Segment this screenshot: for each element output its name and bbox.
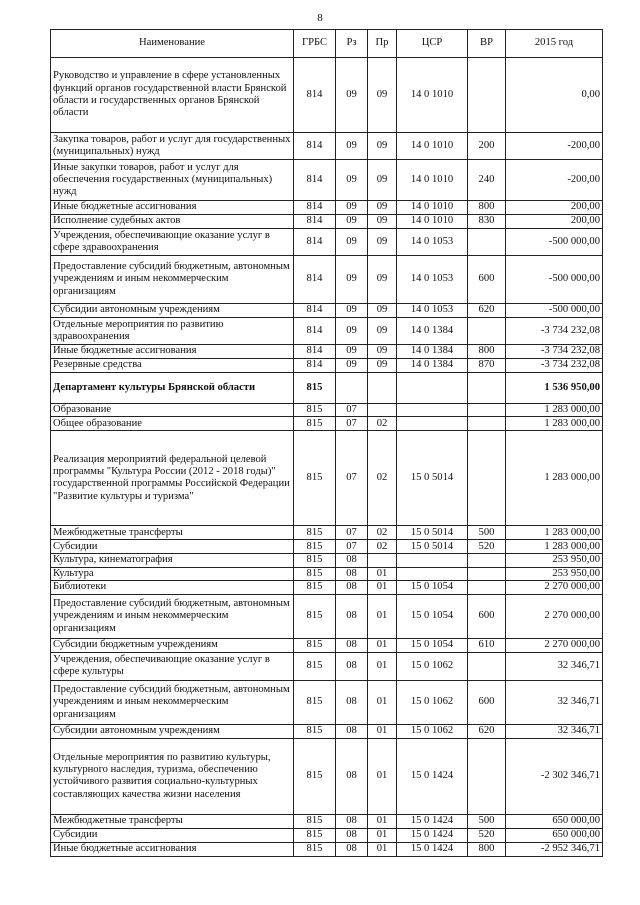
cell-rz: 09 [336,215,368,229]
cell-pr: 01 [368,738,397,814]
cell-csr: 14 0 1010 [397,133,468,160]
cell-amount: -500 000,00 [506,256,603,304]
cell-name: Иные закупки товаров, работ и услуг для обеспечения государственных (муниципальных) нужд [51,160,294,201]
cell-csr: 14 0 1053 [397,229,468,256]
cell-grbs: 814 [294,256,336,304]
cell-csr: 15 0 1424 [397,842,468,856]
cell-vr: 600 [468,680,506,724]
table-row [51,133,603,160]
cell-rz: 08 [336,580,368,594]
cell-vr: 500 [468,526,506,540]
cell-rz: 09 [336,160,368,201]
cell-grbs: 815 [294,738,336,814]
table-row [51,345,603,359]
cell-rz: 08 [336,724,368,738]
cell-name: Субсидии [51,540,294,554]
col-header-grbs: ГРБС [294,30,336,58]
cell-amount: 32 346,71 [506,652,603,680]
cell-vr [468,431,506,526]
cell-csr [397,554,468,567]
budget-table [50,29,603,857]
cell-rz: 09 [336,359,368,373]
cell-pr: 01 [368,652,397,680]
cell-pr: 09 [368,201,397,215]
table-row [51,554,603,567]
cell-csr: 15 0 1424 [397,814,468,828]
cell-rz [336,373,368,404]
cell-rz: 08 [336,638,368,652]
cell-name: Иные бюджетные ассигнования [51,201,294,215]
cell-csr: 15 0 1062 [397,680,468,724]
cell-name: Предоставление субсидий бюджетным, автономным учреждениям и иным некоммерческим организациям [51,256,294,304]
table-row [51,580,603,594]
cell-amount: 650 000,00 [506,814,603,828]
cell-name: Реализация мероприятий федеральной целевой программы "Культура России (2012 - 2018 годы)" государственной программы Российской Федерации "Развитие культуры и туризма" [51,431,294,526]
cell-name: Субсидии бюджетным учреждениям [51,638,294,652]
cell-csr: 14 0 1384 [397,359,468,373]
cell-pr: 09 [368,58,397,133]
cell-vr: 800 [468,842,506,856]
cell-vr: 520 [468,828,506,842]
cell-rz: 08 [336,567,368,580]
cell-amount: 1 283 000,00 [506,404,603,417]
cell-pr [368,373,397,404]
cell-amount: 650 000,00 [506,828,603,842]
cell-grbs: 815 [294,404,336,417]
cell-amount: 1 536 950,00 [506,373,603,404]
table-row [51,215,603,229]
cell-rz: 08 [336,842,368,856]
cell-csr: 15 0 1054 [397,638,468,652]
cell-amount: 253 950,00 [506,567,603,580]
cell-vr: 830 [468,215,506,229]
cell-csr: 14 0 1053 [397,304,468,318]
cell-rz: 09 [336,229,368,256]
cell-rz: 07 [336,431,368,526]
cell-vr: 520 [468,540,506,554]
cell-amount: 1 283 000,00 [506,431,603,526]
cell-pr: 01 [368,814,397,828]
page-number: 8 [317,12,323,24]
cell-amount: -3 734 232,08 [506,318,603,345]
cell-csr: 15 0 1062 [397,652,468,680]
cell-amount: -3 734 232,08 [506,345,603,359]
cell-rz: 08 [336,554,368,567]
cell-amount: -500 000,00 [506,229,603,256]
cell-csr: 14 0 1384 [397,345,468,359]
table-row [51,724,603,738]
cell-vr: 600 [468,594,506,638]
cell-rz: 07 [336,417,368,431]
cell-grbs: 815 [294,842,336,856]
cell-grbs: 815 [294,652,336,680]
table-row [51,404,603,417]
cell-vr [468,738,506,814]
cell-vr: 600 [468,256,506,304]
cell-pr [368,554,397,567]
cell-name: Отдельные мероприятия по развитию здравоохранения [51,318,294,345]
table-row [51,304,603,318]
table-header-row [51,30,603,58]
cell-pr: 09 [368,359,397,373]
cell-csr: 15 0 5014 [397,526,468,540]
cell-vr: 870 [468,359,506,373]
table-row [51,58,603,133]
cell-name: Департамент культуры Брянской области [51,373,294,404]
cell-vr [468,404,506,417]
cell-rz: 07 [336,404,368,417]
cell-amount: 0,00 [506,58,603,133]
cell-rz: 08 [336,814,368,828]
col-header-rz: Рз [336,30,368,58]
cell-rz: 09 [336,256,368,304]
cell-amount: 32 346,71 [506,680,603,724]
cell-vr: 240 [468,160,506,201]
cell-rz: 08 [336,738,368,814]
cell-name: Предоставление субсидий бюджетным, автономным учреждениям и иным некоммерческим организациям [51,680,294,724]
cell-grbs: 815 [294,580,336,594]
cell-rz: 07 [336,540,368,554]
cell-grbs: 814 [294,345,336,359]
table-row [51,160,603,201]
cell-name: Исполнение судебных актов [51,215,294,229]
cell-csr: 15 0 1054 [397,580,468,594]
cell-vr [468,554,506,567]
cell-csr: 14 0 1010 [397,160,468,201]
table-row [51,814,603,828]
cell-grbs: 815 [294,814,336,828]
table-row [51,638,603,652]
cell-name: Учреждения, обеспечивающие оказание услуг в сфере культуры [51,652,294,680]
cell-amount: -200,00 [506,133,603,160]
cell-name: Общее образование [51,417,294,431]
cell-name: Резервные средства [51,359,294,373]
cell-pr: 02 [368,526,397,540]
cell-vr: 610 [468,638,506,652]
table-row [51,652,603,680]
cell-csr [397,567,468,580]
table-row [51,594,603,638]
cell-pr: 09 [368,256,397,304]
cell-vr: 620 [468,304,506,318]
cell-vr: 800 [468,201,506,215]
cell-rz: 07 [336,526,368,540]
cell-csr [397,373,468,404]
cell-pr: 01 [368,680,397,724]
cell-name: Отдельные мероприятия по развитию культуры, культурного наследия, туризма, обеспечению устойчивого развития социально-культурных составляющих качества жизни населения [51,738,294,814]
table-row [51,229,603,256]
cell-name: Субсидии автономным учреждениям [51,304,294,318]
table-row [51,567,603,580]
cell-amount: -500 000,00 [506,304,603,318]
table-row [51,680,603,724]
cell-pr: 01 [368,638,397,652]
cell-amount: -2 302 346,71 [506,738,603,814]
table-row [51,738,603,814]
cell-rz: 09 [336,318,368,345]
cell-amount: -2 952 346,71 [506,842,603,856]
cell-amount: 32 346,71 [506,724,603,738]
cell-pr: 01 [368,724,397,738]
cell-grbs: 814 [294,201,336,215]
cell-pr: 02 [368,417,397,431]
cell-grbs: 815 [294,526,336,540]
cell-name: Предоставление субсидий бюджетным, автономным учреждениям и иным некоммерческим организациям [51,594,294,638]
cell-vr [468,580,506,594]
cell-grbs: 815 [294,567,336,580]
cell-pr: 01 [368,580,397,594]
cell-name: Субсидии [51,828,294,842]
cell-grbs: 814 [294,229,336,256]
cell-name: Культура [51,567,294,580]
cell-vr [468,58,506,133]
cell-amount: 1 283 000,00 [506,417,603,431]
cell-csr: 15 0 1054 [397,594,468,638]
cell-grbs: 815 [294,594,336,638]
col-header-pr: Пр [368,30,397,58]
cell-csr: 14 0 1010 [397,58,468,133]
cell-name: Библиотеки [51,580,294,594]
col-header-vr: ВР [468,30,506,58]
cell-grbs: 815 [294,680,336,724]
cell-grbs: 814 [294,304,336,318]
cell-amount: -200,00 [506,160,603,201]
cell-grbs: 815 [294,554,336,567]
col-header-name: Наименование [51,30,294,58]
cell-amount: 1 283 000,00 [506,540,603,554]
cell-pr: 02 [368,540,397,554]
cell-vr [468,373,506,404]
cell-pr: 09 [368,304,397,318]
cell-pr [368,404,397,417]
cell-csr: 15 0 1424 [397,738,468,814]
col-header-csr: ЦСР [397,30,468,58]
cell-pr: 09 [368,229,397,256]
table-row [51,256,603,304]
cell-name: Руководство и управление в сфере установленных функций органов государственной власти Брянской области и государственных органов Брянской области [51,58,294,133]
cell-pr: 02 [368,431,397,526]
cell-grbs: 814 [294,133,336,160]
cell-name: Культура, кинематография [51,554,294,567]
cell-grbs: 814 [294,58,336,133]
table-row [51,359,603,373]
table-row [51,842,603,856]
cell-rz: 08 [336,680,368,724]
table-row [51,431,603,526]
cell-csr [397,417,468,431]
cell-name: Учреждения, обеспечивающие оказание услуг в сфере здравоохранения [51,229,294,256]
cell-amount: 2 270 000,00 [506,594,603,638]
cell-rz: 09 [336,304,368,318]
cell-name: Межбюджетные трансферты [51,814,294,828]
cell-amount: 253 950,00 [506,554,603,567]
cell-csr [397,404,468,417]
cell-pr: 09 [368,345,397,359]
cell-amount: 2 270 000,00 [506,580,603,594]
cell-vr [468,229,506,256]
cell-csr: 15 0 1062 [397,724,468,738]
table-row [51,828,603,842]
cell-grbs: 815 [294,373,336,404]
cell-rz: 08 [336,594,368,638]
cell-vr: 620 [468,724,506,738]
cell-grbs: 814 [294,318,336,345]
cell-grbs: 814 [294,215,336,229]
cell-name: Межбюджетные трансферты [51,526,294,540]
cell-amount: 1 283 000,00 [506,526,603,540]
cell-vr: 500 [468,814,506,828]
cell-vr [468,417,506,431]
cell-grbs: 815 [294,724,336,738]
cell-pr: 01 [368,594,397,638]
cell-vr [468,567,506,580]
cell-grbs: 814 [294,160,336,201]
cell-rz: 09 [336,133,368,160]
cell-name: Иные бюджетные ассигнования [51,345,294,359]
cell-grbs: 815 [294,638,336,652]
cell-grbs: 815 [294,431,336,526]
cell-amount: 200,00 [506,201,603,215]
cell-vr [468,652,506,680]
cell-pr: 09 [368,215,397,229]
cell-pr: 09 [368,133,397,160]
cell-rz: 09 [336,345,368,359]
cell-vr: 800 [468,345,506,359]
cell-rz: 09 [336,58,368,133]
cell-grbs: 814 [294,359,336,373]
cell-rz: 08 [336,652,368,680]
cell-grbs: 815 [294,828,336,842]
col-header-year: 2015 год [506,30,603,58]
cell-csr: 14 0 1010 [397,201,468,215]
cell-grbs: 815 [294,540,336,554]
cell-pr: 01 [368,567,397,580]
cell-name: Закупка товаров, работ и услуг для государственных (муниципальных) нужд [51,133,294,160]
cell-pr: 01 [368,828,397,842]
cell-csr: 15 0 1424 [397,828,468,842]
table-row [51,318,603,345]
cell-vr: 200 [468,133,506,160]
cell-rz: 09 [336,201,368,215]
table-row [51,526,603,540]
cell-amount: 2 270 000,00 [506,638,603,652]
cell-csr: 14 0 1053 [397,256,468,304]
cell-grbs: 815 [294,417,336,431]
cell-pr: 09 [368,160,397,201]
cell-pr: 01 [368,842,397,856]
table-row [51,201,603,215]
table-row [51,373,603,404]
table-row [51,540,603,554]
cell-csr: 14 0 1010 [397,215,468,229]
cell-csr: 14 0 1384 [397,318,468,345]
cell-pr: 09 [368,318,397,345]
table-row [51,417,603,431]
cell-name: Образование [51,404,294,417]
cell-name: Субсидии автономным учреждениям [51,724,294,738]
cell-rz: 08 [336,828,368,842]
cell-csr: 15 0 5014 [397,431,468,526]
cell-name: Иные бюджетные ассигнования [51,842,294,856]
cell-vr [468,318,506,345]
cell-csr: 15 0 5014 [397,540,468,554]
cell-amount: 200,00 [506,215,603,229]
cell-amount: -3 734 232,08 [506,359,603,373]
